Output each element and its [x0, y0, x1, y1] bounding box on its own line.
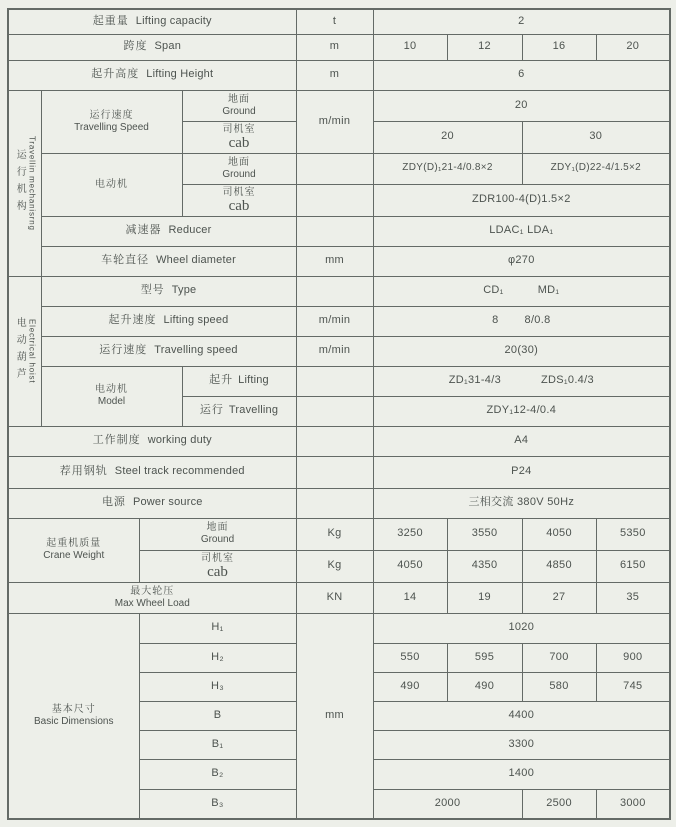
span-value-12: 12 [447, 34, 522, 60]
row-lifting-capacity [8, 9, 670, 34]
crane-weight-ground-unit: Kg [296, 518, 373, 550]
working-duty-label-zh: 工作制度 [92, 434, 141, 447]
hoist-lift-speed-label-zh: 起升速度 [108, 314, 157, 327]
power-source-label-en: Power source [132, 496, 203, 509]
cab-sublabel-zh: 司机室 [201, 553, 235, 564]
trav-speed-label [41, 90, 182, 153]
dim-h2-v1: 550 [373, 643, 447, 672]
trav-motor-label-zh: 电动机 [95, 178, 128, 190]
row-working-duty [8, 426, 670, 456]
basic-dimensions-label-en: Basic Dimensions [34, 715, 114, 727]
hoist-type-label [41, 276, 296, 306]
dim-h2-v3: 700 [522, 643, 596, 672]
dim-b1-label: B₁ [139, 730, 296, 759]
dim-b1-value: 3300 [373, 730, 670, 759]
hoist-type-label-zh: 型号 [140, 284, 165, 297]
empty-unit-cell [296, 426, 373, 456]
span-unit: m [296, 34, 373, 60]
crane-weight-ground-v4: 5350 [596, 518, 670, 550]
crane-weight-label [8, 518, 139, 582]
steel-track-value: P24 [373, 456, 670, 488]
dim-h3-v1: 490 [373, 672, 447, 701]
hoist-lift-speed-unit: m/min [296, 306, 373, 336]
wheel-diameter-label [41, 246, 296, 276]
crane-weight-label-zh: 起重机质量 [46, 538, 102, 549]
dim-h2-label: H₂ [139, 643, 296, 672]
electrical-hoist-label-zh: 电动葫芦 [14, 317, 26, 385]
hoist-trav-speed-label-en: Travelling speed [154, 344, 238, 357]
span-value-20: 20 [596, 34, 670, 60]
wheel-diameter-label-zh: 车轮直径 [101, 254, 150, 267]
ground-sublabel-zh: 地面 [206, 522, 229, 533]
working-duty-label [8, 426, 296, 456]
row-wheel-diameter [8, 246, 670, 276]
lifting-height-label [8, 60, 296, 90]
basic-dimensions-unit: mm [296, 613, 373, 819]
lifting-height-unit: m [296, 60, 373, 90]
row-dim-h1 [8, 613, 670, 643]
span-label-zh: 跨度 [123, 40, 148, 53]
crane-weight-ground-v1: 3250 [373, 518, 447, 550]
hoist-trav-speed-value: 20(30) [373, 336, 670, 366]
dim-b3-v2: 2500 [522, 789, 596, 819]
cab-sublabel-en: cab [207, 564, 228, 580]
hoist-lift-speed-v2: 8/0.8 [524, 314, 551, 327]
lifting-capacity-label-en: Lifting capacity [135, 14, 212, 27]
hoist-type-label-en: Type [171, 284, 197, 297]
dim-h3-v3: 580 [522, 672, 596, 701]
hoist-motor-lift-v1: ZD₁31-4/3 [448, 374, 501, 387]
max-wheel-load-v3: 27 [522, 582, 596, 613]
row-hoist-lift-speed [8, 306, 670, 336]
dim-b2-label: B₂ [139, 759, 296, 789]
steel-track-label-zh: 荐用钢轨 [59, 465, 108, 478]
hoist-motor-travelling-sublabel [182, 396, 296, 426]
empty-unit-cell [296, 276, 373, 306]
empty-unit-cell [296, 184, 373, 216]
lifting-height-label-zh: 起升高度 [91, 68, 140, 81]
max-wheel-load-label-zh: 最大轮压 [130, 585, 175, 597]
empty-unit-cell [296, 366, 373, 396]
dim-h3-v4: 745 [596, 672, 670, 701]
hoist-motor-lifting-sublabel [182, 366, 296, 396]
steel-track-label [8, 456, 296, 488]
empty-unit-cell [296, 216, 373, 246]
wheel-diameter-label-en: Wheel diameter [156, 254, 236, 267]
crane-weight-cab-v4: 6150 [596, 550, 670, 582]
ground-sublabel-en: Ground [222, 168, 256, 180]
empty-unit-cell [296, 456, 373, 488]
dim-b3-label: B₃ [139, 789, 296, 819]
row-span [8, 34, 670, 60]
electrical-hoist-label-en: Electrical hoist [27, 318, 37, 384]
row-lifting-height [8, 60, 670, 90]
hoist-type-value [373, 276, 670, 306]
hoist-type-md: MD₁ [537, 284, 560, 297]
hoist-motor-lift-v2: ZDS₁0.4/3 [540, 374, 594, 387]
crane-weight-ground-v2: 3550 [447, 518, 522, 550]
basic-dimensions-label [8, 613, 139, 819]
ground-sublabel-zh: 地面 [228, 93, 251, 105]
crane-spec-table [7, 8, 671, 820]
max-wheel-load-v1: 14 [373, 582, 447, 613]
lifting-height-value: 6 [373, 60, 670, 90]
crane-weight-cab-v1: 4050 [373, 550, 447, 582]
max-wheel-load-v2: 19 [447, 582, 522, 613]
cab-sublabel-zh: 司机室 [222, 187, 256, 198]
hoist-lift-speed-v1: 8 [492, 314, 499, 327]
trav-motor-ground-value-1: ZDY(D)₁21-4/0.8×2 [373, 153, 522, 184]
cab-sublabel-en: cab [228, 135, 250, 151]
hoist-trav-speed-label [41, 336, 296, 366]
trav-motor-cab-sublabel [182, 184, 296, 216]
span-value-16: 16 [522, 34, 596, 60]
trav-speed-label-zh: 运行速度 [89, 109, 134, 121]
row-max-wheel-load [8, 582, 670, 613]
dim-b3-v3: 3000 [596, 789, 670, 819]
lifting-sublabel-zh: 起升 [209, 374, 234, 387]
dim-h2-v2: 595 [447, 643, 522, 672]
row-crane-weight-ground [8, 518, 670, 550]
span-value-10: 10 [373, 34, 447, 60]
row-hoist-trav-speed [8, 336, 670, 366]
empty-unit-cell [296, 153, 373, 184]
empty-unit-cell [296, 396, 373, 426]
trav-speed-ground-sublabel [182, 90, 296, 121]
crane-weight-cab-unit: Kg [296, 550, 373, 582]
dim-h3-label: H₃ [139, 672, 296, 701]
trav-speed-label-en: Travelling Speed [74, 121, 149, 133]
wheel-diameter-unit: mm [296, 246, 373, 276]
power-source-label-zh: 电源 [101, 496, 126, 509]
max-wheel-load-label-en: Max Wheel Load [114, 597, 190, 609]
empty-unit-cell [296, 488, 373, 518]
trav-speed-cab-sublabel [182, 121, 296, 153]
ground-sublabel-zh: 地面 [228, 156, 251, 168]
trav-motor-cab-value: ZDR100-4(D)1.5×2 [373, 184, 670, 216]
crane-weight-ground-sublabel [139, 518, 296, 550]
hoist-motor-travelling-value: ZDY₁12-4/0.4 [373, 396, 670, 426]
lifting-capacity-value: 2 [373, 9, 670, 34]
section-electrical-hoist [8, 276, 41, 426]
dim-h1-value: 1020 [373, 613, 670, 643]
row-reducer [8, 216, 670, 246]
trav-speed-unit: m/min [296, 90, 373, 153]
hoist-motor-label [41, 366, 182, 426]
trav-motor-ground-sublabel [182, 153, 296, 184]
span-label [8, 34, 296, 60]
trav-motor-ground-value-2: ZDY₁(D)22-4/1.5×2 [522, 153, 670, 184]
crane-weight-label-en: Crane Weight [43, 550, 105, 561]
reducer-label-en: Reducer [168, 224, 212, 237]
travelling-sublabel-en: Travelling [228, 404, 279, 417]
travelling-mechanism-label-en: Travellin mechanisrng [27, 135, 37, 231]
power-source-value: 三相交流 380V 50Hz [373, 488, 670, 518]
trav-speed-cab-value-2: 30 [522, 121, 670, 153]
hoist-motor-label-zh: 电动机 [95, 384, 128, 395]
trav-motor-label [41, 153, 182, 216]
wheel-diameter-value: φ270 [373, 246, 670, 276]
dim-b-label: B [139, 701, 296, 730]
lifting-height-label-en: Lifting Height [146, 68, 214, 81]
lifting-capacity-label-zh: 起重量 [92, 14, 129, 27]
reducer-label [41, 216, 296, 246]
crane-weight-cab-v3: 4850 [522, 550, 596, 582]
lifting-capacity-unit: t [296, 9, 373, 34]
dim-h3-v2: 490 [447, 672, 522, 701]
crane-weight-cab-v2: 4350 [447, 550, 522, 582]
dim-h1-label: H₁ [139, 613, 296, 643]
trav-speed-ground-value: 20 [373, 90, 670, 121]
hoist-lift-speed-value [373, 306, 670, 336]
hoist-type-cd: CD₁ [483, 284, 504, 297]
dim-b3-v1: 2000 [373, 789, 522, 819]
row-power-source [8, 488, 670, 518]
hoist-trav-speed-label-zh: 运行速度 [99, 344, 148, 357]
row-hoist-motor-lifting [8, 366, 670, 396]
hoist-lift-speed-label [41, 306, 296, 336]
working-duty-value: A4 [373, 426, 670, 456]
row-trav-speed-ground [8, 90, 670, 121]
hoist-motor-label-en: Model [97, 396, 126, 407]
working-duty-label-en: working duty [147, 434, 212, 447]
cab-sublabel-zh: 司机室 [222, 124, 256, 135]
trav-speed-cab-value-1: 20 [373, 121, 522, 153]
span-label-en: Span [154, 40, 182, 53]
power-source-label [8, 488, 296, 518]
section-travelling-mechanism [8, 90, 41, 276]
row-steel-track [8, 456, 670, 488]
travelling-mechanism-label-zh: 运行机构 [14, 148, 26, 217]
hoist-motor-lifting-value [373, 366, 670, 396]
dim-b-value: 4400 [373, 701, 670, 730]
basic-dimensions-label-zh: 基本尺寸 [51, 703, 96, 715]
dim-b2-value: 1400 [373, 759, 670, 789]
hoist-trav-speed-unit: m/min [296, 336, 373, 366]
crane-weight-ground-v3: 4050 [522, 518, 596, 550]
ground-sublabel-en: Ground [200, 534, 235, 545]
reducer-label-zh: 减速器 [125, 224, 162, 237]
lifting-sublabel-en: Lifting [238, 374, 269, 387]
max-wheel-load-unit: KN [296, 582, 373, 613]
row-trav-motor-ground [8, 153, 670, 184]
ground-sublabel-en: Ground [222, 105, 256, 117]
max-wheel-load-v4: 35 [596, 582, 670, 613]
travelling-sublabel-zh: 运行 [199, 404, 224, 417]
dim-h2-v4: 900 [596, 643, 670, 672]
crane-weight-cab-sublabel [139, 550, 296, 582]
row-hoist-type [8, 276, 670, 306]
lifting-capacity-label [8, 9, 296, 34]
reducer-value: LDAC₁ LDA₁ [373, 216, 670, 246]
steel-track-label-en: Steel track recommended [114, 465, 245, 478]
cab-sublabel-en: cab [228, 198, 250, 214]
hoist-lift-speed-label-en: Lifting speed [163, 314, 229, 327]
max-wheel-load-label [8, 582, 296, 613]
